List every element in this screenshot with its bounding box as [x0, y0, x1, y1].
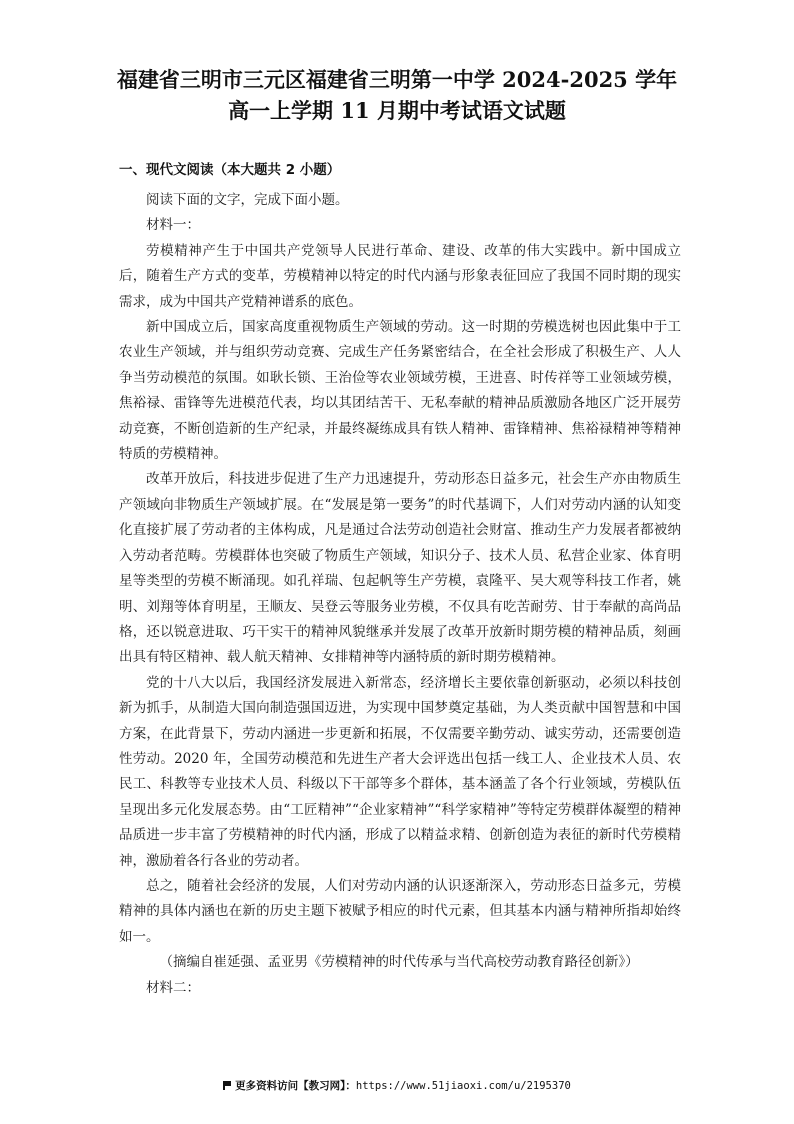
material-one-label: 材料一：	[146, 217, 200, 234]
passage-paragraph: 劳模精神产生于中国共产党领导人民进行革命、建设、改革的伟大实践中。新中国成立后，随着生产方式的变革，劳模精神以特定的时代内涵与形象表征回应了我国不同时期的现实需求，成为中国共产党精神谱系的底色。	[119, 242, 681, 310]
reading-passage	[119, 188, 681, 1001]
passage-paragraph: 新中国成立后，国家高度重视物质生产领域的劳动。这一时期的劳模选树也因此集中于工农业生产领域，并与组织劳动竞赛、完成生产任务紧密结合，在全社会形成了积极生产、人人争当劳动模范的氛围。如耿长锁、王治俭等农业领域劳模，王进喜、时传祥等工业领域劳模，焦裕禄、雷锋等先进模范代表，均以其团结苦干、无私奉献的精神品质激励各地区广泛开展劳动竞赛，不断创造新的生产纪录，并最终凝练成具有铁人精神、雷锋精神、焦裕禄精神等精神特质的劳模精神。	[119, 319, 681, 463]
passage-paragraph: 改革开放后，科技进步促进了生产力迅速提升，劳动形态日益多元，社会生产亦由物质生产领域向非物质生产领域扩展。在“发展是第一要务”的时代基调下，人们对劳动内涵的认知变化直接扩展了劳动者的主体构成，凡是通过合法劳动创造社会财富、推动生产力发展者都被纳入劳动者范畴。劳模群体也突破了物质生产领域，知识分子、技术人员、私营企业家、体育明星等类型的劳模不断涌现。如孔祥瑞、包起帆等生产劳模，袁隆平、吴大观等科技工作者，姚明、刘翔等体育明星，王顺友、吴登云等服务业劳模，不仅具有吃苦耐劳、甘于奉献的高尚品格，还以锐意进取、巧干实干的精神风貌继承并发展了改革开放新时期劳模的精神品质，刻画出具有特区精神、载人航天精神、女排精神等内涵特质的新时期劳模精神。	[119, 471, 681, 666]
instruction-paragraph: 阅读下面的文字，完成下面小题。	[146, 192, 349, 208]
footer-label: 更多资料访问【教习网】：	[235, 1080, 356, 1092]
passage-paragraph: 党的十八大以后，我国经济发展进入新常态，经济增长主要依靠创新驱动，必须以科技创新为抓手，从制造大国向制造强国迈进，为实现中国梦奠定基础，为人类贡献中国智慧和中国方案，在此背景下，劳动内涵进一步更新和拓展，不仅需要辛勤劳动、诚实劳动，还需要创造性劳动。2020 年，全国劳动模范和先进生产者大会评选出包括一线工人、企业技术人员、农民工、科教等专业技术人员、科级以下干部等多个群体，基本涵盖了各个行业领域，劳模队伍呈现出多元化发展态势。由“工匠精神”“企业家精神”“科学家精神”等特定劳模群体凝塑的精神品质进一步丰富了劳模精神的时代内涵，形成了以精益求精、创新创造为表征的新时代劳模精神，激励着各行各业的劳动者。	[119, 674, 681, 869]
flag-icon	[223, 1081, 231, 1090]
title-line-1: 福建省三明市三元区福建省三明第一中学 2024-2025 学年	[116, 67, 678, 92]
section-heading: 一、现代文阅读（本大题共 2 小题）	[119, 162, 341, 178]
source-citation: （摘编自崔延强、孟亚男《劳模精神的时代传承与当代高校劳动教育路径创新》）	[159, 954, 639, 971]
material-two-label: 材料二：	[146, 979, 200, 996]
footer-link[interactable]: https://www.51jiaoxi.com/u/2195370	[355, 1080, 571, 1092]
title-line-2: 高一上学期 11 月期中考试语文试题	[228, 98, 566, 123]
passage-paragraph: 总之，随着社会经济的发展，人们对劳动内涵的认识逐渐深入，劳动形态日益多元，劳模精神的具体内涵也在新的历史主题下被赋予相应的时代元素，但其基本内涵与精神所指却始终如一。	[119, 877, 681, 945]
footer-banner	[0, 1078, 794, 1094]
document-title	[100, 64, 694, 126]
